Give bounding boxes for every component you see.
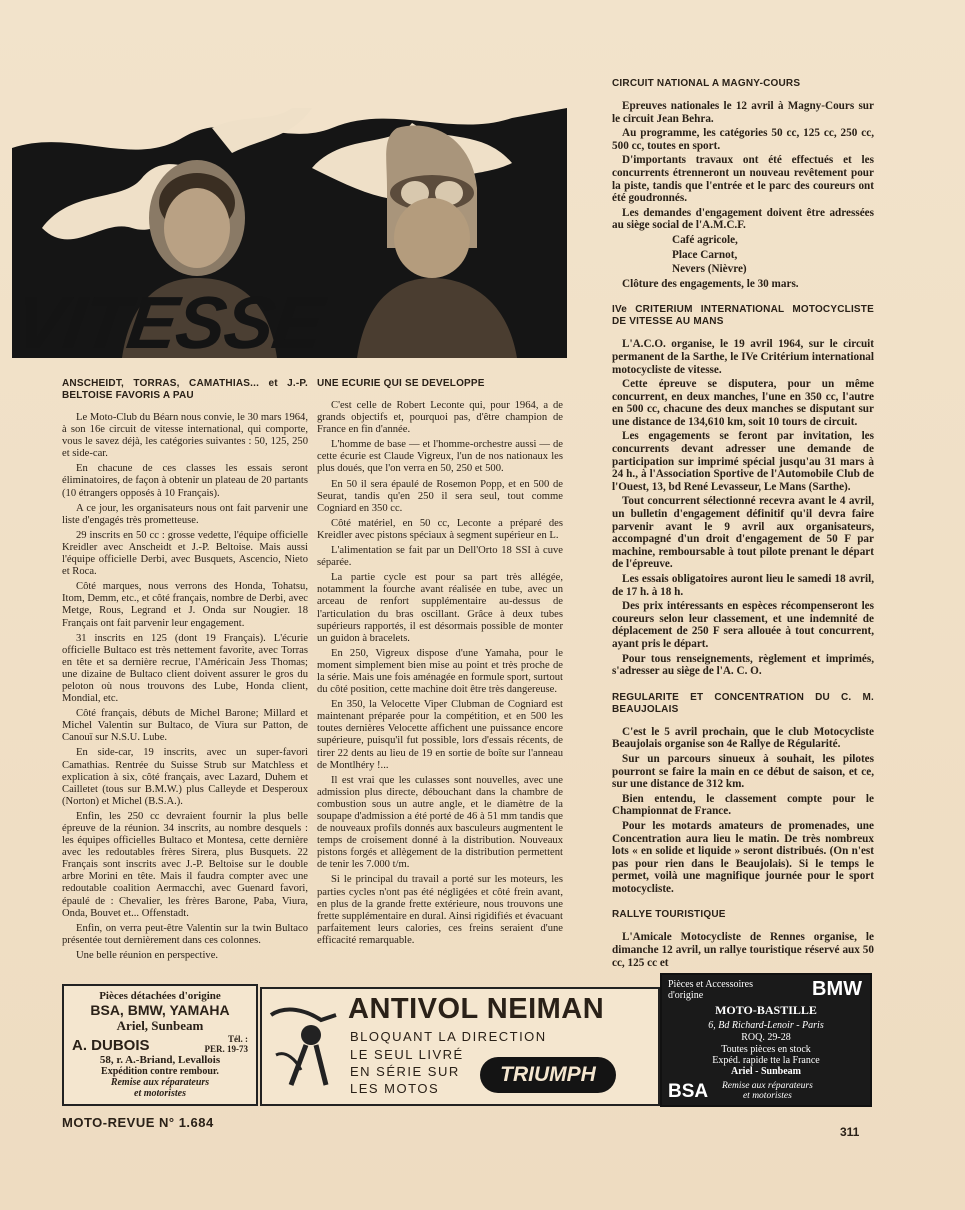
paragraph: Les essais obligatoires auront lieu le samedi 18 avril, de 17 h. à 18 h. [612, 573, 874, 598]
paragraph: En 50 il sera épaulé de Rosemon Popp, et en 500 de Seurat, tandis qu'en 250 il sera seul, tout comme Cogniard en 350 cc. [317, 478, 563, 514]
ad-tel-label: Tél. : [228, 1034, 248, 1044]
paragraph: La partie cycle est pour sa part très allégée, notamment la fourche avant réalisée en tube, avec un arceau de renfort supplémentaire au-dessus de l'articulation du bras oscillant. Grâce à deux tubes supérieurs rapportés, il est désormais possible de monter un guidon à bracelets. [317, 572, 563, 644]
ad-line: BLOQUANT LA DIRECTION [350, 1029, 547, 1044]
paragraph: Clôture des engagements, le 30 mars. [622, 277, 799, 290]
bmw-logo: BMW [812, 978, 862, 1000]
ad-line: Toutes pièces en stock [721, 1044, 811, 1055]
paragraph: Bien entendu, le classement compte pour le Championnat de France. [612, 792, 874, 818]
article-column-3 [612, 78, 874, 971]
paragraph: D'importants travaux ont été effectués et les concurrents étrenneront un nouveau revêtement pour la piste, tandis que l'entrée et le parc des coureurs ont été goudronnés. [612, 154, 874, 205]
article-heading: IVe CRITERIUM INTERNATIONAL MOTOCYCLISTE DE VITESSE AU MANS [612, 304, 874, 328]
ad-line: d'origine [668, 990, 704, 1001]
address-line: Place Carnot, [672, 248, 738, 261]
ad-brand: ANTIVOL NEIMAN [348, 993, 605, 1025]
magazine-issue: MOTO-REVUE N° 1.684 [62, 1115, 214, 1130]
address-line: Nevers (Nièvre) [672, 263, 747, 276]
paragraph: En 350, la Velocette Viper Clubman de Cogniard est maintenant préparée pour la compétition, et en 500 les toutes dernières Velocette affichent une puissance encore supérieure, puisqu'il fut possible, lors d'essais récents, de tirer 22 dents au lieu de 19 en sortie de boîte sur l'anneau de Montlhéry !... [317, 699, 563, 771]
paragraph: Sur un parcours sinueux à souhait, les pilotes pourront se faire la main en ce début de saison, et ce, sur une distance de 312 km. [612, 752, 874, 791]
article-heading: RALLYE TOURISTIQUE [612, 909, 726, 921]
paragraph: Des prix intéressants en espèces récompenseront les coureurs selon leur classement, et une indemnité de déplacement de 250 F sera allouée à tout concurrent, ayant pris le départ. [612, 600, 874, 650]
ad-address: 6, Bd Richard-Lenoir - Paris [708, 1020, 824, 1031]
ad-dubois [62, 984, 258, 1106]
ad-line: LE SEUL LIVRÉ [350, 1047, 464, 1062]
paragraph: A ce jour, les organisateurs nous ont fait parvenir une liste d'engagés très prometteuse. [62, 502, 308, 526]
ad-line: LES MOTOS [350, 1081, 440, 1096]
paragraph: Les engagements se feront par invitation, les concurrents devant adresser une demande de participation sur imprimé spécial jusqu'au 31 mars à 24 h., à l'Association Sportive de l'Automobile Club de l'Ouest, 13, bd René Levasseur, Le Mans (Sarthe). [612, 430, 874, 493]
ad-line: et motoristes [742, 1091, 792, 1101]
paragraph: Au programme, les catégories 50 cc, 125 cc, 250 cc, 500 cc, toutes en sport. [612, 127, 874, 152]
ad-name: A. DUBOIS [72, 1037, 150, 1054]
paragraph: Pour tous renseignements, règlement et imprimés, s'adresser au siège de l'A. C. O. [612, 652, 874, 678]
ad-moto-bastille [660, 973, 872, 1107]
motorcycle-handlebar-icon [266, 995, 346, 1095]
paragraph: Côté marques, nous verrons des Honda, Tohatsu, Itom, Demm, etc., et côté français, nombre de Derbi, avec Metge, Rous, Legrand et J. Onda sur Nougier. 18 Français ont fait parvenir leur engagement. [62, 581, 308, 629]
article-heading: UNE ECURIE QUI SE DEVELOPPE [317, 378, 485, 389]
triumph-logo: TRIUMPH [480, 1057, 616, 1093]
paragraph: L'homme de base — et l'homme-orchestre aussi — de cette écurie est Claude Vigreux, l'un de nos nationaux les plus doués, que l'on verra en 50, 250 et 500. [317, 439, 563, 475]
paragraph: C'est le 5 avril prochain, que le club Motocycliste Beaujolais organise son 4e Rallye de Régularité. [612, 725, 874, 751]
article-heading: REGULARITE ET CONCENTRATION DU C. M. BEAUJOLAIS [612, 691, 874, 715]
paragraph: L'alimentation se fait par un Dell'Orto 18 SSI à cuve séparée. [317, 545, 563, 569]
paragraph: Le Moto-Club du Béarn nous convie, le 30 mars 1964, à son 16e circuit de vitesse international, qui comporte, vous le savez déjà, les catégories suivantes : 50, 125, 250 et side-car. [62, 412, 308, 460]
ad-line: et motoristes [134, 1088, 186, 1099]
ad-phone: ROQ. 29-28 [741, 1032, 791, 1043]
paragraph: 31 inscrits en 125 (dont 19 Français). L'écurie officielle Bultaco est très nettement favorite, avec Torras en tête et sa dernière recrue, l'Américain Jess Thomas; une dizaine de Bultaco client doivent assurer le gros du peloton où nous trouvons des Lube, Honda client, Mondial, etc. [62, 632, 308, 705]
paragraph: Si le principal du travail a porté sur les moteurs, les parties cycles n'ont pas été négligées et côté frein avant, en plus de la grande frette extérieure, nous trouvons une frette supplémentaire en dural. Ainsi rigidifiés et évacuant parfaitement leurs calories, ces freins seraient d'une efficacité remarquable. [317, 874, 563, 946]
ad-line: Pièces détachées d'origine [99, 990, 221, 1002]
ad-line: EN SÉRIE SUR [350, 1064, 460, 1079]
paragraph: Pour les motards amateurs de promenades, une Concentration aura lieu le matin. De très nombreux lots « en solide et liquide » seront distribués. (On n'est pas pour rien dans le Beaujolais). Si le temps le permet, voilà une magnifique journée pour le sport motocycliste. [612, 819, 874, 895]
address-line: Café agricole, [672, 233, 738, 246]
paragraph: 29 inscrits en 50 cc : grosse vedette, l'équipe officielle Kreidler avec Anscheidt et J.-P. Beltoise. Mais aussi l'équipe officielle Derbi, avec Busquets, Ascencio, Nieto et Roca. [62, 529, 308, 578]
paragraph: Epreuves nationales le 12 avril à Magny-Cours sur le circuit Jean Behra. [612, 100, 874, 125]
page-number: 311 [840, 1125, 860, 1139]
ad-tel: PER. 19-73 [204, 1044, 248, 1054]
paragraph: Cette épreuve se disputera, pour un même concurrent, en deux manches, l'une en 350 cc, l'autre en 500 cc, chacune des deux manches se disputant sur une distance de 134,610 km, soit 10 tours de circuit. [612, 378, 874, 428]
paragraph: C'est celle de Robert Leconte qui, pour 1964, a de grands objectifs et, pourquoi pas, d'être champion de France en fin d'année. [317, 400, 563, 436]
paragraph: L'A.C.O. organise, le 19 avril 1964, sur le circuit permanent de la Sarthe, le IVe Critérium international motocycliste de vitesse. [612, 338, 874, 376]
ad-address: 58, r. A.-Briand, Levallois [99, 1054, 221, 1066]
bsa-logo: BSA [668, 1081, 709, 1102]
paragraph: Côté français, débuts de Michel Barone; Millard et Michel Valentin sur Bultaco, de Viura sur Patton, de Canouï sur N.S.U. Lube. [62, 708, 308, 744]
ad-line: Expédition contre rembour. [101, 1066, 219, 1077]
paragraph: En 250, Vigreux dispose d'une Yamaha, pour le moment simplement bien mise au point et très proche de la série. Mais une fois aménagée en formule sport, surtout du côté position, cette machine doit être très dangereuse. [317, 647, 563, 696]
paragraph: Il est vrai que les culasses sont nouvelles, avec une admission plus directe, débouchant dans la chambre de combustion sous un autre angle, et le diamètre de la soupape d'admission a été porté de 46 à 51 mm tandis que de nouveaux profils donnés aux basculeurs augmentent le temps de croisement donné à la distribution. Nouveaux pistons forgés et allègement de la distribution permettent de tenir les 7.000 t/m. [317, 774, 563, 871]
paragraph: Une belle réunion en perspective. [76, 949, 219, 961]
ad-line: BSA, BMW, YAMAHA [90, 1002, 230, 1018]
paragraph: Enfin, les 250 cc devraient fournir la plus belle épreuve de la réunion. 34 inscrits, au nombre desquels : les équipes officielles Bultaco et Montesa, cette dernière avec les redoutables frères Sirera, plus Busquets. 22 Français sont inscrits avec J.-P. Beltoise sur le double arbre Morini en tête. Mais il faudra compter avec une redoutable coalition Aermacchi, avec Guenard favori, épaulé de : Chevalier, les frères Barone, Paba, Viura, Onda, Bouvet et... Offenstadt. [62, 810, 308, 919]
paragraph: Côté matériel, en 50 cc, Leconte a préparé des Kreidler avec pistons spéciaux à segment supérieur en L. [317, 517, 563, 541]
paragraph: Les demandes d'engagement doivent être adressées au siège social de l'A.M.C.F. [612, 206, 874, 232]
ad-line: Remise aux réparateurs [722, 1081, 813, 1091]
paragraph: Tout concurrent sélectionné recevra avant le 4 avril, un bulletin d'engagement définitif qu'il devra faire parvenir avant le 9 avril aux organisateurs, accompagné d'un droit d'engagement de 50 F par machine, remboursable à tout pilote prenant le départ de l'épreuve. [612, 495, 874, 571]
ad-line: Ariel, Sunbeam [116, 1018, 204, 1033]
ad-line: Ariel - Sunbeam [731, 1066, 801, 1077]
article-column-1 [62, 378, 308, 965]
paragraph: L'Amicale Motocycliste de Rennes organise, le dimanche 12 avril, un rallye touristique réservé aux 50 cc, 125 cc et [612, 931, 874, 969]
ad-line: Expéd. rapide tte la France [712, 1055, 820, 1066]
article-heading: CIRCUIT NATIONAL A MAGNY-COURS [612, 78, 801, 89]
ad-shop-name: MOTO-BASTILLE [715, 1003, 817, 1017]
paragraph: Enfin, on verra peut-être Valentin sur la twin Bultaco présentée tout dernièrement dans ces colonnes. [62, 922, 308, 946]
paragraph: En chacune de ces classes les essais seront éliminatoires, de façon à obtenir un plateau de 20 partants (10 étrangers opposés à 10 Français). [62, 463, 308, 499]
ad-line: Pièces et Accessoires [668, 979, 753, 990]
article-heading: ANSCHEIDT, TORRAS, CAMATHIAS... et J.-P. BELTOISE FAVORIS A PAU [62, 378, 308, 401]
paragraph: En side-car, 19 inscrits, avec un super-favori Camathias. Rentrée du Suisse Strub sur Matchless et explication à six, côté français, avec Lazard, Duhem et Cailletet (tous sur B.M.W.) plus Calleyde et Desperoux (Norton) et Michel (B.S.A.). [62, 747, 308, 807]
ad-antivol-neiman [260, 987, 660, 1106]
section-title: VITESSE [10, 281, 328, 364]
ad-line: Remise aux réparateurs [110, 1077, 210, 1088]
article-column-2 [317, 378, 563, 950]
